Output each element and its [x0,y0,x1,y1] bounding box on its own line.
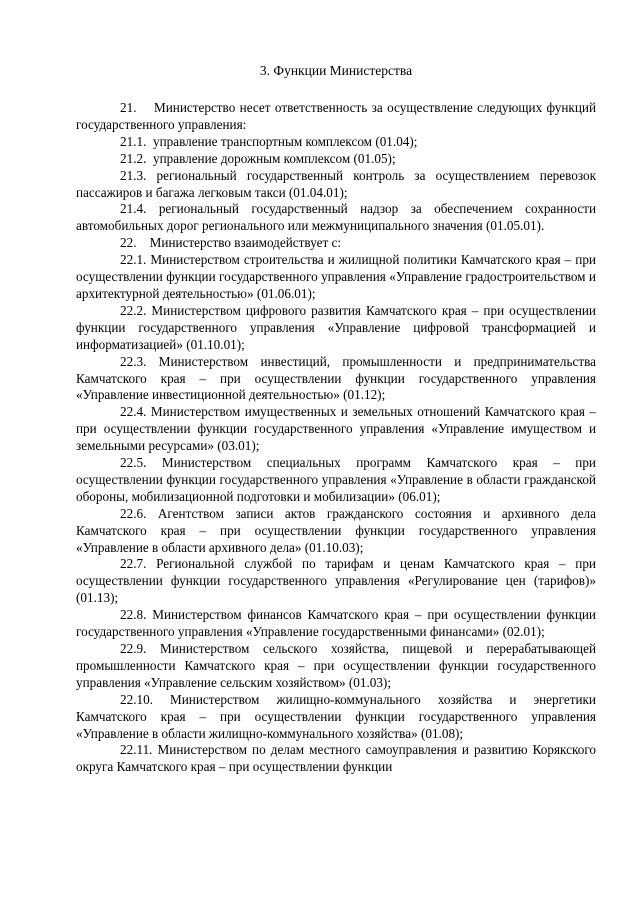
paragraph-21-4: 21.4. региональный государственный надзор за обеспечением сохранности автомобильных дорог регионального или межмуниципального значения (01.05.01). [76,201,596,234]
paragraph-22-6: 22.6. Агентством записи актов гражданского состояния и архивного дела Камчатского края – при осуществлении функции государственного управления «Управление в области архивного дела» (01.10.03); [76,505,596,555]
paragraph-22-2: 22.2. Министерством цифрового развития Камчатского края – при осуществлении функции государственного управления «Управление цифровой трансформацией и информатизацией» (01.10.01); [76,302,596,352]
document-body [76,100,596,776]
paragraph-21-1: 21.1. управление транспортным комплексом (01.04); [120,133,418,149]
paragraph-22-5: 22.5. Министерством специальных программ Камчатского края – при осуществлении функции государственного управления «Управление в области гражданской обороны, мобилизационной подготовки и мобилизации» (06.01); [76,455,596,504]
paragraph-21-3: 21.3. региональный государственный контроль за осуществлением перевозок пассажиров и багажа легковым такси (01.04.01); [76,167,596,200]
paragraph-22-3: 22.3. Министерством инвестиций, промышленности и предпринимательства Камчатского края – при осуществлении функции государственного управления «Управление инвестиционной деятельностью» (01.12); [76,353,596,403]
paragraph-21-2: 21.2. управление дорожным комплексом (01.05); [120,150,396,166]
paragraph-22-11: 22.11. Министерством по делам местного самоуправления и развитию Корякского округа Камчатского края – при осуществлении функции [76,742,596,775]
paragraph-21: 21. Министерство несет ответственность за осуществление следующих функций государственного управления: [76,100,596,132]
paragraph-22: 22. Министерство взаимодействует с: [120,235,342,251]
paragraph-22-10: 22.10. Министерством жилищно-коммунального хозяйства и энергетики Камчатского края – при осуществлении функции государственного управления «Управление в области жилищно-коммунального хозяйства» (01.08); [76,691,596,741]
paragraph-22-8: 22.8. Министерством финансов Камчатского края – при осуществлении функции государственного управления «Управление государственными финансами» (02.01); [76,607,596,640]
section-title: 3. Функции Министерства [259,63,413,78]
paragraph-22-4: 22.4. Министерством имущественных и земельных отношений Камчатского края – при осуществлении функции государственного управления «Управление имуществом и земельными ресурсами» (03.01); [76,404,596,454]
paragraph-22-7: 22.7. Региональной службой по тарифам и ценам Камчатского края – при осуществлении функции государственного управления «Регулирование цен (тарифов)» (01.13); [76,556,596,606]
paragraph-22-1: 22.1. Министерством строительства и жилищной политики Камчатского края – при осуществлении функции государственного управления «Управление градостроительством и архитектурной деятельностью» (01.06.01); [76,252,596,301]
paragraph-22-9: 22.9. Министерством сельского хозяйства, пищевой и перерабатывающей промышленности Камчатского края – при осуществлении функции государственного управления «Управление сельским хозяйством» (01.03); [76,641,596,690]
